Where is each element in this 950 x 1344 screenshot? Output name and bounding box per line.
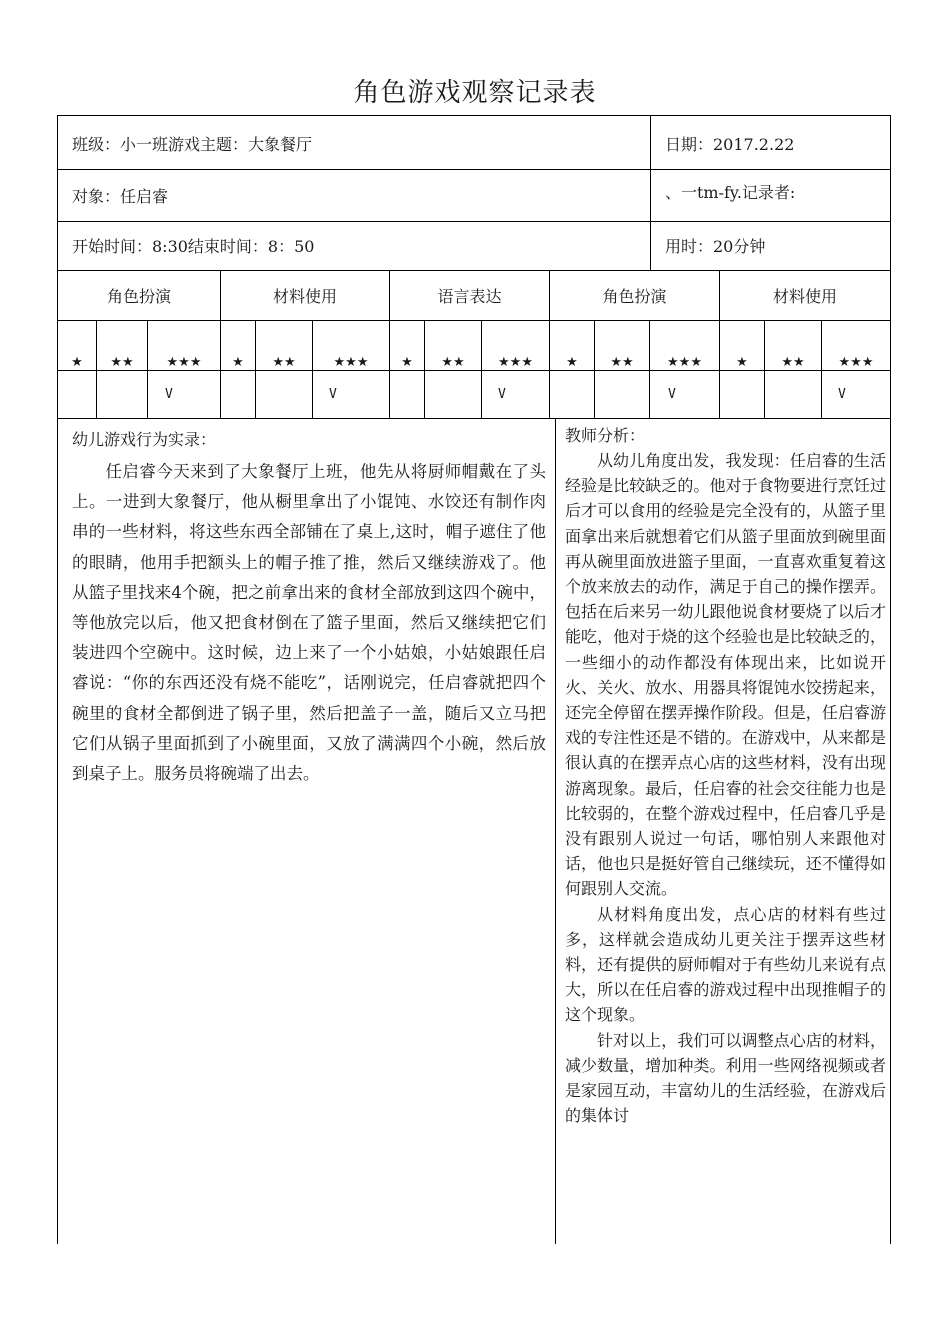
check-mark: V [165,387,173,402]
category-role-play-2: 角色扮演 [602,287,667,306]
check-mark: V [838,387,846,402]
table-rule [57,169,891,170]
record-title: 幼儿游戏行为实录： [72,430,217,449]
analysis-paragraph: 从幼儿角度出发，我发现：任启睿的生活经验是比较缺乏的。他对于食物要进行烹饪过后才可以食用的经验是完全没有的，从篮子里面拿出来后就想着它们从篮子里面放到碗里面再从碗里面放进篮子里面，一直喜欢重复着这个放来放去的动作，满足于自己的操作摆弄。包括在后来另一幼儿跟他说食材要烧了以后才能吃，他对于烧的这个经验也是比较缺乏的，一些细小的动作都没有体现出来，比如说开火、关火、放水、用器具将馄饨水饺捞起来，还完全停留在摆弄操作阶段。但是，任启睿游戏的专注性还是不错的。在游戏中，从来都是很认真的在摆弄点心店的这些材料，没有出现游离现象。最后，任启睿的社会交往能力也是比较弱的，在整个游戏过程中，任启睿几乎是没有跟别人说过一句话，哪怕别人来跟他对话，他也只是挺好管自己继续玩，还不懂得如何跟别人交流。 [565,451,886,899]
check-mark: V [668,387,676,402]
level-1-star: ★ [566,355,578,370]
category-language: 语言表达 [437,287,502,306]
table-rule [57,418,891,419]
time-field: 开始时间：8:30结束时间：8：50 [72,237,315,256]
check-mark: V [498,387,506,402]
level-2-star: ★★ [110,355,134,370]
table-rule [57,115,891,116]
subject-field: 对象：任启睿 [72,187,169,206]
class-theme-field: 班级：小一班游戏主题：大象餐厅 [72,135,313,154]
category-role-play-1: 角色扮演 [106,287,171,306]
category-materials-2: 材料使用 [772,287,837,306]
table-rule [57,115,58,1244]
table-rule [57,221,891,222]
recorder-field: 、一tm-fy.记录者: [665,183,796,202]
level-1-star: ★ [232,355,244,370]
analysis-title: 教师分析： [565,426,646,445]
table-rule [57,320,891,321]
level-2-star: ★★ [781,355,805,370]
level-3-star: ★★★ [838,355,874,370]
level-2-star: ★★ [272,355,296,370]
level-1-star: ★ [401,355,413,370]
category-materials-1: 材料使用 [272,287,337,306]
table-rule [650,115,651,270]
check-mark: V [329,387,337,402]
table-rule [555,418,556,1244]
level-2-star: ★★ [441,355,465,370]
page-title: 角色游戏观察记录表 [353,78,597,108]
level-3-star: ★★★ [667,355,702,370]
level-3-star: ★★★ [166,355,202,370]
level-1-star: ★ [71,355,83,370]
analysis-paragraph: 从材料角度出发，点心店的材料有些过多，这样就会造成幼儿更关注于摆弄这些材料，还有提供的厨师帽对于有些幼儿来说有点大，所以在任启睿的游戏过程中出现推帽子的这个现象。 [565,904,886,1025]
date-field: 日期：2017.2.22 [665,135,795,154]
analysis-text [565,448,886,1243]
level-1-star: ★ [736,355,748,370]
level-3-star: ★★★ [498,355,533,370]
level-2-star: ★★ [610,355,634,370]
table-rule [57,270,891,271]
table-rule [890,115,891,1244]
record-text: 任启睿今天来到了大象餐厅上班，他先从将厨师帽戴在了头上。一进到大象餐厅，他从橱里拿出了小馄饨、水饺还有制作肉串的一些材料，将这些东西全部铺在了桌上,这时，帽子遮住了他的眼睛，他用手把额头上的帽子推了推，然后又继续游戏了。他从篮子里找来4个碗，把之前拿出来的食材全部放到这四个碗中，等他放完以后，他又把食材倒在了篮子里面，然后又继续把它们装进四个空碗中。这时候，边上来了一个小姑娘，小姑娘跟任启睿说：“你的东西还没有烧不能吃”，话刚说完，任启睿就把四个碗里的食材全都倒进了锅子里，然后把盖子一盖，随后又立马把它们从锅子里面抓到了小碗里面，又放了满满四个小碗，然后放到桌子上。服务员将碗端了出去。 [72,462,546,784]
analysis-paragraph: 针对以上，我们可以调整点心店的材料，减少数量，增加种类。利用一些网络视频或者是家园互动，丰富幼儿的生活经验，在游戏后的集体讨 [565,1030,886,1126]
level-3-star: ★★★ [333,355,369,370]
duration-field: 用时：20分钟 [665,237,766,256]
